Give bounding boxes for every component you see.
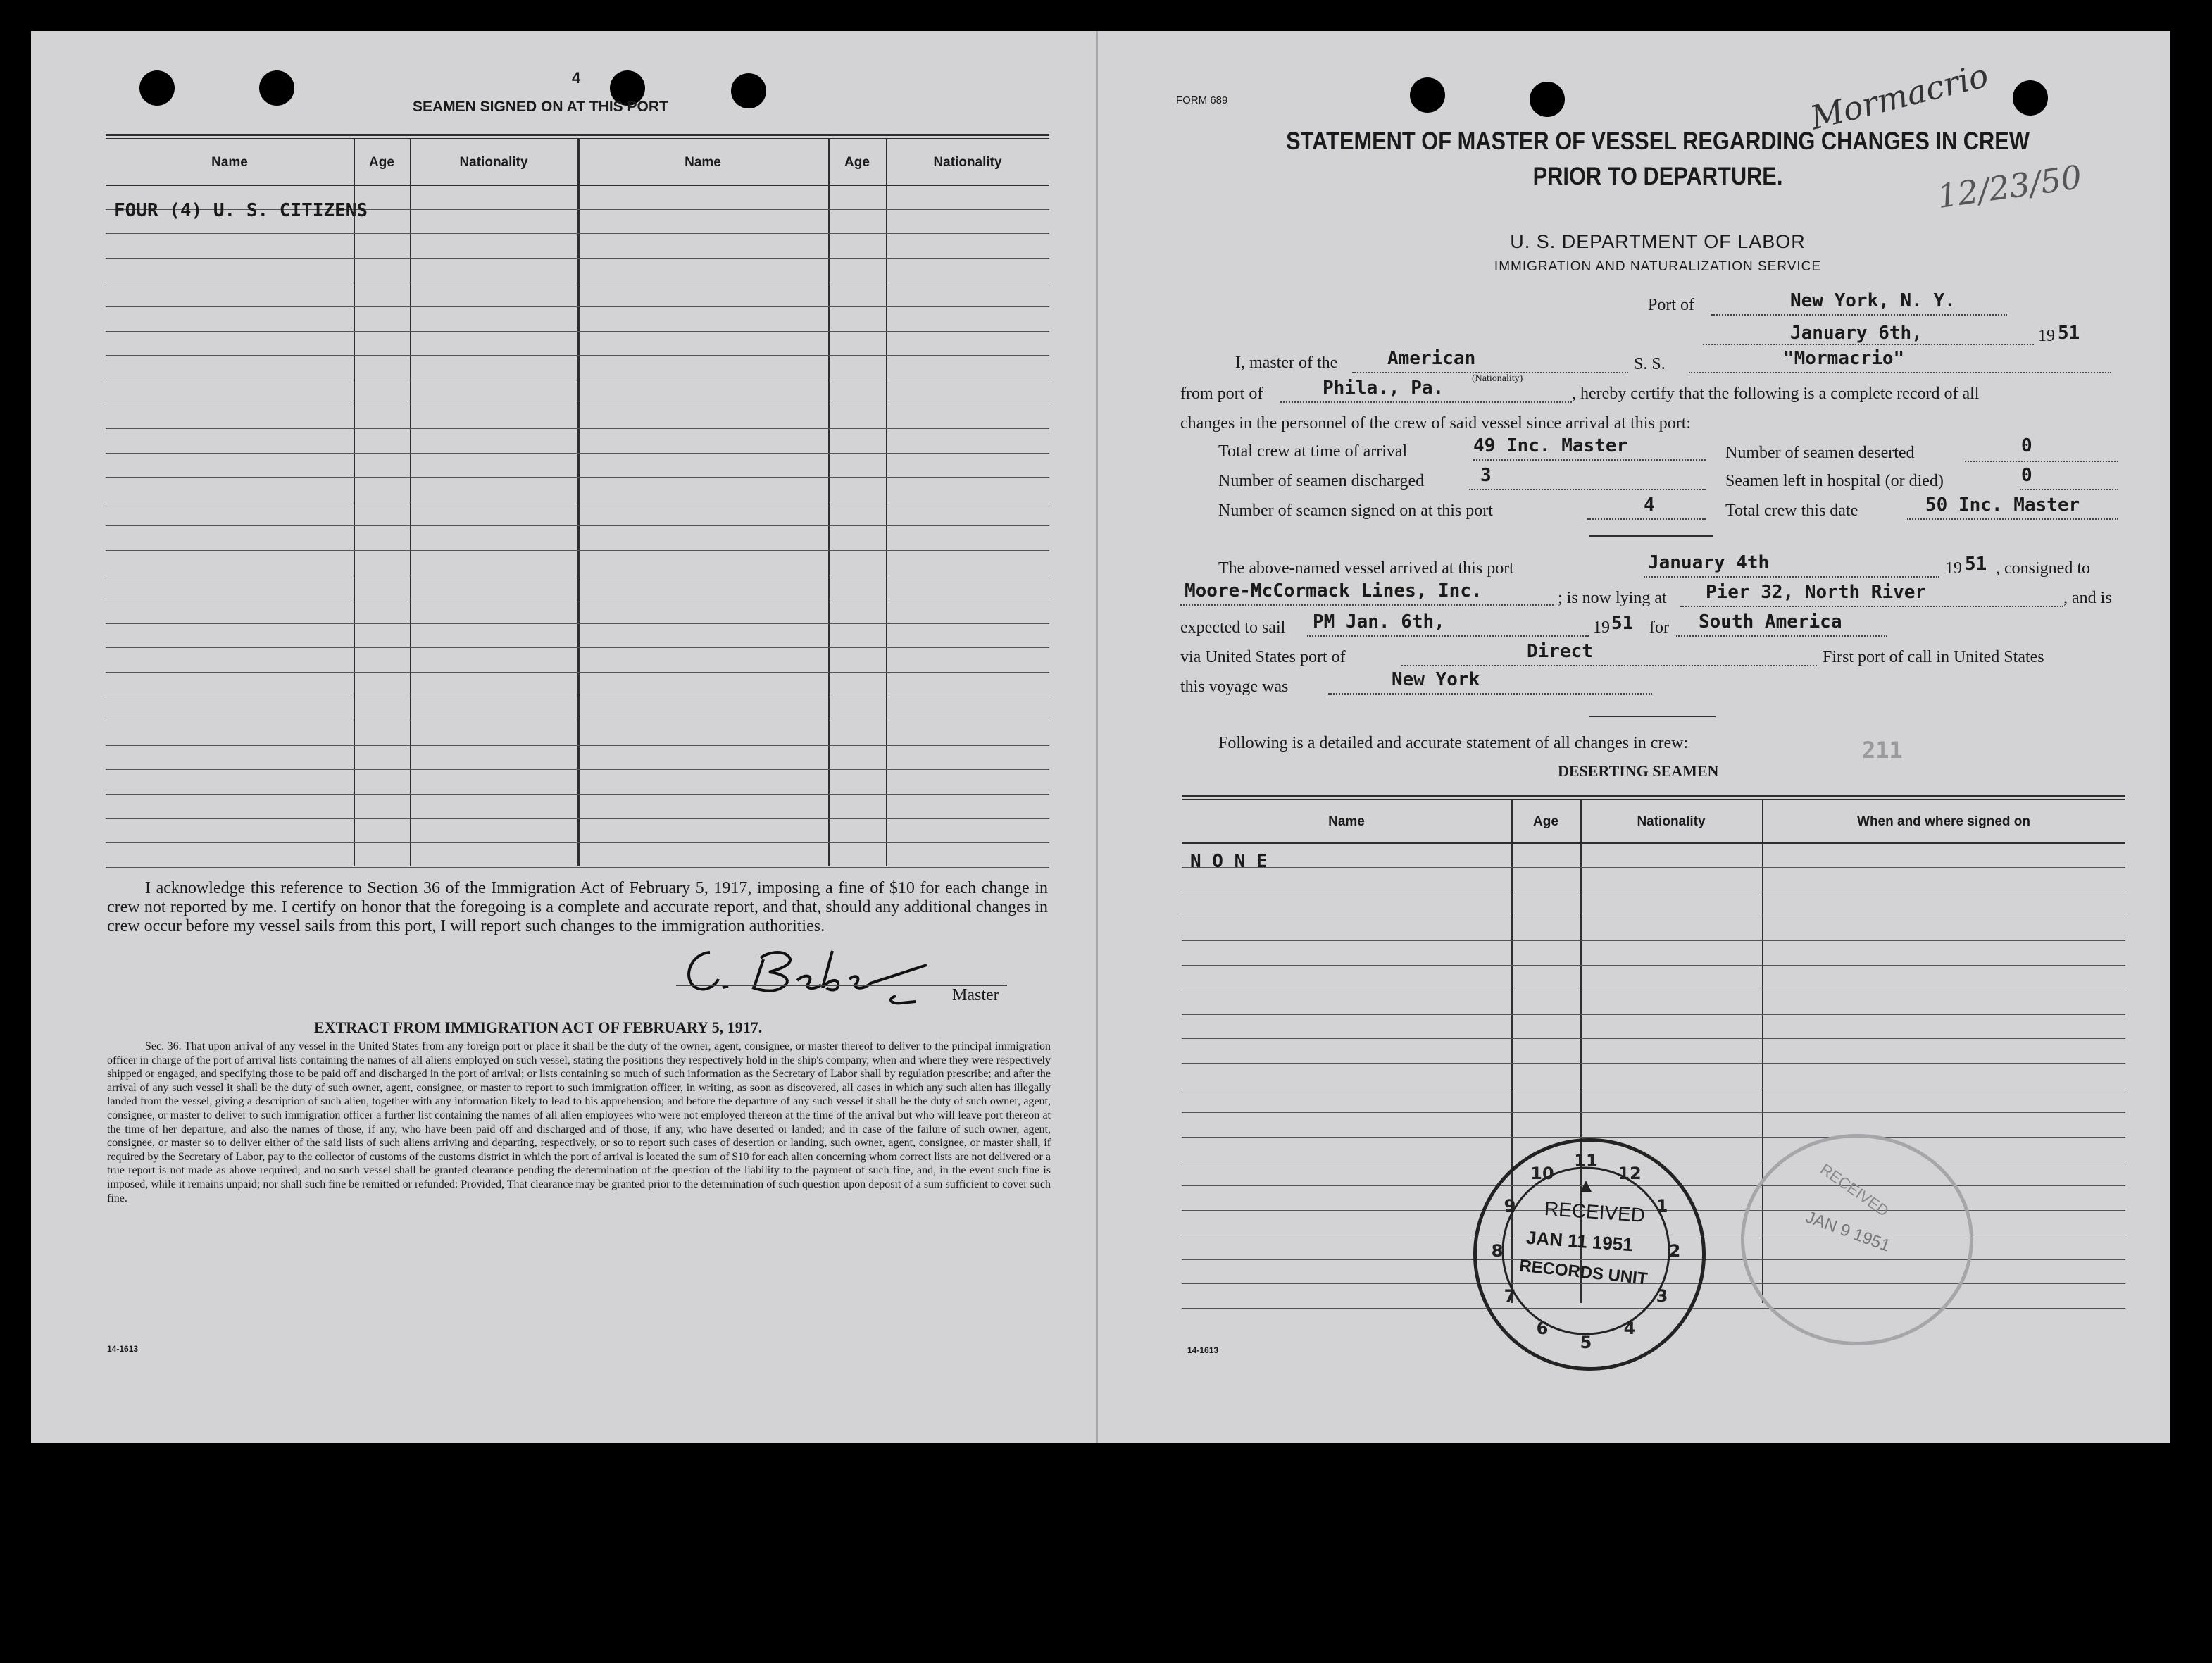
stamp-received-text: RECEIVED (1544, 1197, 1646, 1226)
discharged-value: 3 (1480, 465, 1492, 486)
consignee-value: Moore-McCormack Lines, Inc. (1185, 580, 1482, 602)
svg-text:1: 1 (1656, 1196, 1668, 1216)
received-stamp (1473, 1138, 1706, 1371)
ss-value: "Mormacrio" (1783, 348, 1905, 369)
signed-on-label: Number of seamen signed on at this port (1218, 502, 1493, 520)
table-row-line (106, 672, 1049, 673)
arrived-value: January 4th (1648, 552, 1770, 573)
col-header-nationality: Nationality (933, 155, 1002, 170)
divider (1589, 716, 1716, 717)
ss-label: S. S. (1634, 355, 1666, 373)
deserting-title: DESERTING SEAMEN (1558, 762, 1719, 780)
faded-stamp-date: JAN 9 1951 (1803, 1207, 1893, 1256)
total-arrival-label: Total crew at time of arrival (1218, 442, 1408, 461)
sail-label: expected to sail (1180, 618, 1286, 637)
nationality-caption: (Nationality) (1472, 373, 1523, 384)
lying-label: ; is now lying at (1558, 589, 1667, 607)
table-row-line (106, 842, 1049, 843)
stamp-date-text: JAN 11 1951 (1525, 1226, 1634, 1256)
form-title (1240, 124, 2075, 194)
table-row-line (106, 745, 1049, 746)
master-label: Master (952, 986, 999, 1004)
table-row-line (1182, 940, 2125, 941)
sail-year: 51 (1611, 613, 1634, 634)
svg-text:9: 9 (1504, 1196, 1516, 1216)
table-row-line (106, 258, 1049, 259)
certify-text: , hereby certify that the following is a complete record of all (1572, 385, 1980, 403)
svg-text:3: 3 (1656, 1286, 1668, 1306)
arrived-year-prefix: 19 (1945, 559, 1962, 578)
form-title-line1: STATEMENT OF MASTER OF VESSEL REGARDING CHANGES IN CREW (1286, 127, 2030, 155)
deserted-label: Number of seamen deserted (1725, 444, 1915, 462)
svg-text:8: 8 (1491, 1241, 1504, 1261)
table-row-line (106, 428, 1049, 429)
table-row-line (1182, 1112, 2125, 1113)
master-signature (676, 937, 958, 1007)
hospital-label: Seamen left in hospital (or died) (1725, 472, 1944, 490)
certify-text-2: changes in the personnel of the crew of said vessel since arrival at this port: (1180, 414, 1692, 432)
department-name: U. S. DEPARTMENT OF LABOR (1510, 231, 1806, 252)
stamp-records-text: RECORDS UNIT (1518, 1256, 1649, 1289)
table-row-line (1182, 1137, 2125, 1138)
svg-text:6: 6 (1536, 1319, 1549, 1338)
col-header-name: Name (685, 155, 721, 170)
total-date-label: Total crew this date (1725, 502, 1858, 520)
form-number: FORM 689 (1176, 94, 1228, 106)
svg-text:5: 5 (1580, 1333, 1592, 1352)
table-row-line (106, 550, 1049, 551)
page-fold (1096, 31, 1098, 1443)
acknowledgment-text: I acknowledge this reference to Section 36 of the Immigration Act of February 5, 1917, imposing a fine of $10 for each change in crew not reported by me. I certify on honor that the foregoing is a complete and accurate report, and that, should any additional changes in crew occur before my vessel sails from this port, I will report such changes to the immigration authorities. (107, 879, 1048, 935)
col-header-age: Age (844, 155, 870, 170)
deserted-value: 0 (2021, 435, 2032, 456)
table-row-line (106, 477, 1049, 478)
following-text: Following is a detailed and accurate statement of all changes in crew: (1218, 734, 1689, 752)
svg-text:10: 10 (1530, 1164, 1554, 1183)
table-row-line (106, 623, 1049, 624)
table-row-line (106, 769, 1049, 770)
table-row-line (1182, 1038, 2125, 1039)
table-row-line (106, 867, 1049, 868)
date-value: January 6th, (1790, 323, 1923, 344)
discharged-label: Number of seamen discharged (1218, 472, 1425, 490)
faded-received-stamp (1741, 1134, 1973, 1345)
col-header-name: Name (211, 155, 248, 170)
destination-value: South America (1699, 611, 1842, 633)
voyage-label: this voyage was (1180, 678, 1289, 696)
year-value: 51 (2058, 323, 2080, 344)
nationality-value: American (1387, 348, 1476, 369)
col-header-age: Age (369, 155, 394, 170)
binder-hole (731, 73, 766, 108)
signed-on-value: 4 (1644, 494, 1655, 516)
table-row-line (106, 818, 1049, 819)
faded-stamp-received: RECEIVED (1817, 1160, 1892, 1221)
year-prefix: 19 (2038, 327, 2055, 345)
des-col-header-age: Age (1533, 814, 1558, 829)
col-header-nationality: Nationality (459, 155, 528, 170)
total-date-value: 50 Inc. Master (1925, 494, 2080, 516)
svg-text:12: 12 (1618, 1164, 1642, 1183)
binder-hole (1410, 77, 1445, 113)
from-port-value: Phila., Pa. (1323, 378, 1444, 399)
table-row-line (106, 233, 1049, 234)
section-title: SEAMEN SIGNED ON AT THIS PORT (413, 99, 668, 115)
handwritten-vessel: Mormacrio (1806, 56, 1992, 137)
des-col-header-name: Name (1328, 814, 1365, 829)
svg-text:11: 11 (1574, 1151, 1598, 1171)
sail-value: PM Jan. 6th, (1313, 611, 1445, 633)
voyage-value: New York (1392, 669, 1480, 690)
des-col-header-signed-on: When and where signed on (1857, 814, 2030, 829)
hospital-value: 0 (2021, 465, 2032, 486)
form-code-right: 14-1613 (1187, 1345, 1219, 1355)
binder-hole (1530, 82, 1565, 117)
binder-hole (259, 70, 294, 106)
master-of-label: I, master of the (1235, 354, 1338, 372)
sail-year-prefix: 19 (1593, 618, 1610, 637)
svg-text:4: 4 (1623, 1319, 1636, 1338)
from-port-label: from port of (1180, 385, 1263, 403)
lying-value: Pier 32, North River (1706, 582, 1927, 603)
extract-title: EXTRACT FROM IMMIGRATION ACT OF FEBRUARY 5, 1917. (314, 1019, 763, 1036)
table-row-line (106, 525, 1049, 526)
port-label: Port of (1648, 296, 1694, 314)
table-row-line (106, 647, 1049, 648)
port-value: New York, N. Y. (1790, 290, 1956, 311)
arrived-year: 51 (1965, 554, 1987, 575)
page-number: 4 (572, 69, 581, 87)
service-name: IMMIGRATION AND NATURALIZATION SERVICE (1494, 259, 1822, 274)
binder-hole (139, 70, 175, 106)
des-col-header-nationality: Nationality (1637, 814, 1706, 829)
svg-text:7: 7 (1504, 1286, 1516, 1306)
svg-text:2: 2 (1668, 1241, 1681, 1261)
form-code: 14-1613 (107, 1344, 139, 1354)
consigned-label: , consigned to (1996, 559, 2090, 578)
table-cell-entry: FOUR (4) U. S. CITIZENS (114, 200, 368, 221)
table-row-line (106, 794, 1049, 795)
form-title-line2: PRIOR TO DEPARTURE. (1532, 163, 1783, 190)
via-label: via United States port of (1180, 648, 1346, 666)
via-value: Direct (1527, 641, 1593, 662)
table-row-line (106, 355, 1049, 356)
for-label: for (1649, 618, 1669, 637)
first-port-label: First port of call in United States (1823, 648, 2044, 666)
table-row-line (1182, 867, 2125, 868)
table-row-line (106, 306, 1049, 307)
total-arrival-value: 49 Inc. Master (1473, 435, 1628, 456)
arrived-label: The above-named vessel arrived at this port (1218, 559, 1514, 578)
binder-hole (2013, 80, 2048, 116)
following-mark: 211 (1862, 737, 1903, 764)
table-row-line (106, 331, 1049, 332)
table-row-line (1182, 1014, 2125, 1015)
extract-text: Sec. 36. That upon arrival of any vessel in the United States from any foreign port or place it shall be the duty of the owner, agent, consignee, or master thereof to deliver to the principal immigration officer in charge of the port of arrival lists containing the names of all aliens employed on such vessel, stating the positions they respectively hold in the ship's company, when and where they were respectively shipped or engaged, and specifying those to be paid off and discharged in the port of arrival; or lists containing so much of such information as the Secretary of Labor shall by regulation prescribe; and after the arrival of any such vessel it shall be the duty of such owner, agent, consignee, or master to report to such immigration officer, in writing, as soon as discovered, all cases in which any such alien has illegally landed from the vessel, giving a description of such alien, together with any information likely to lead to his apprehension; and before the departure of any such vessel it shall be the duty of such owner, agent, consignee, or master to deliver to such immigration officer a further list containing the names of all alien employees who were not employed thereon at the time of the arrival but who will leave port thereon at the time of her departure, and also the names of those, if any, who have been paid off and discharged and of those, if any, who have deserted or landed; and in case of the failure of such owner, agent, consignee, or master so to deliver either of the said lists of such aliens arriving and departing, respectively, or so to report such cases of desertion or landing, such owner, agent, consignee, or master shall, if required by the Secretary of Labor, pay to the collector of customs of the customs district in which the port of arrival is located the sum of $10 for each alien concerning whom correct lists are not delivered or a true report is not made as above required; and no such vessel shall be granted clearance pending the determination of the question of the liability to the payment of such fine, and, in the event such fine is imposed, while it remains unpaid; nor shall such fine be remitted or refunded: Provided, That clearance may be granted prior to the determination of such question upon deposit of a sum sufficient to cover such fine. (107, 1040, 1051, 1204)
des-table-entry: N O N E (1190, 851, 1268, 872)
table-row-line (1182, 1063, 2125, 1064)
and-is-label: , and is (2063, 589, 2112, 607)
handwritten-date: 12/23/50 (1935, 157, 2085, 216)
table-row-line (106, 453, 1049, 454)
table-row-line (1182, 965, 2125, 966)
divider (1589, 535, 1713, 537)
